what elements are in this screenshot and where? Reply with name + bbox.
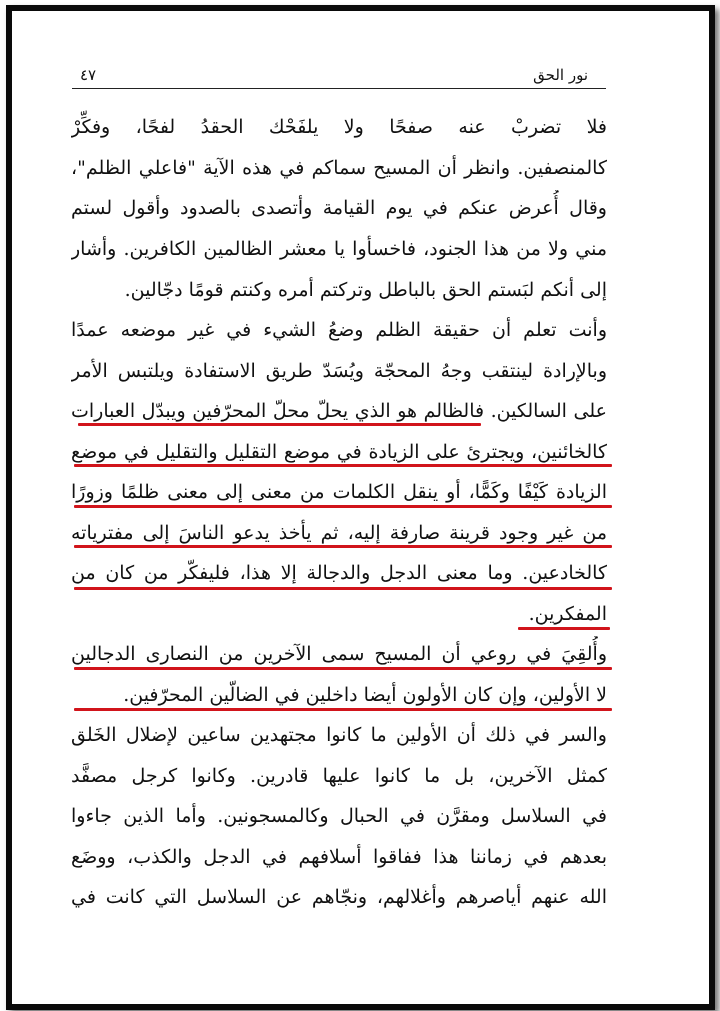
text-line: من غير وجود قرينة صارفة إليه، ثم يأخذ يدعو الناسَ إلى مفترياته (71, 522, 607, 544)
red-underline (74, 505, 612, 508)
text-line: كالمنصفين. وانظر أن المسيح سماكم في هذه الآية "فاعلي الظلم"، (71, 157, 607, 179)
book-title: نور الحق (533, 66, 588, 84)
red-underline (74, 464, 612, 467)
text-line: في السلاسل ومقرَّن في الحبال وكالمسجونين. وأما الذين جاءوا (71, 805, 607, 827)
red-underline (74, 545, 612, 548)
red-underline (74, 708, 612, 711)
text-line: الله عنهم أياصرهم وأغلالهم، ونجّاهم عن السلاسل التي كانت في (71, 886, 607, 908)
page-number: ٤٧ (80, 66, 97, 84)
text-line: المفكرين. (528, 603, 607, 625)
text-line: إلى أنكم لبَستم الحق بالباطل وتركتم أمره وكنتم قومًا دجّالين. (124, 279, 607, 301)
red-underline (518, 627, 610, 630)
text-line: كالخادعين. وما معنى الدجل والدجالة إلا هذا، فليفكّر من كان من (71, 562, 607, 584)
text-line: وبالإرادة لينتقب وجهُ المحجّة ويُسَدّ طريق الاستفادة ويلتبس الأمر (71, 360, 607, 382)
red-underline (74, 667, 612, 670)
red-underline (74, 587, 612, 590)
header-rule (72, 88, 606, 89)
red-underline (78, 423, 481, 426)
text-line: فلا تضربْ عنه صفحًا ولا يلفَحْك الحقدُ لفحًا، وفكِّرْ (71, 116, 607, 138)
text-line: الزيادة كَيْفًا وكَمًّا، أو ينقل الكلمات من معنى إلى معنى ظلمًا وزورًا (71, 481, 607, 503)
text-line: مني ولا من هذا الجنود، فاخسأوا يا معشر الظالمين الكافرين. وأشار (71, 238, 607, 260)
text-line: كمثل الآخرين، بل ما كانوا عليها قادرين. وكانوا كرجل مصفَّد (71, 765, 607, 787)
text-line: وقال أُعرض عنكم في يوم القيامة وأتصدى بالصدود وأقول لستم (71, 197, 607, 219)
text-line: وأُلقِيَ في روعي أن المسيح سمى الآخرين من النصارى الدجالين (71, 643, 607, 665)
text-line: بعدهم في زماننا هذا ففاقوا أسلافهم في الدجل والكذب، ووضَع (71, 846, 607, 868)
text-line: والسر في ذلك أن الأولين ما كانوا مجتهدين ساعين لإضلال الخَلق (71, 724, 607, 746)
text-line: وأنت تعلم أن حقيقة الظلم وضعُ الشيء في غير موضعه عمدًا (71, 319, 607, 341)
text-line: لا الأولين، وإن كان الأولون أيضا داخلين في الضالّين المحرّفين. (123, 684, 607, 706)
text-line: كالخائنين، ويجترئ على الزيادة في موضع التقليل والتقليل في موضع (71, 441, 607, 463)
text-line: على السالكين. فالظالم هو الذي يحلّ محلّ المحرّفين ويبدّل العبارات (71, 400, 607, 422)
